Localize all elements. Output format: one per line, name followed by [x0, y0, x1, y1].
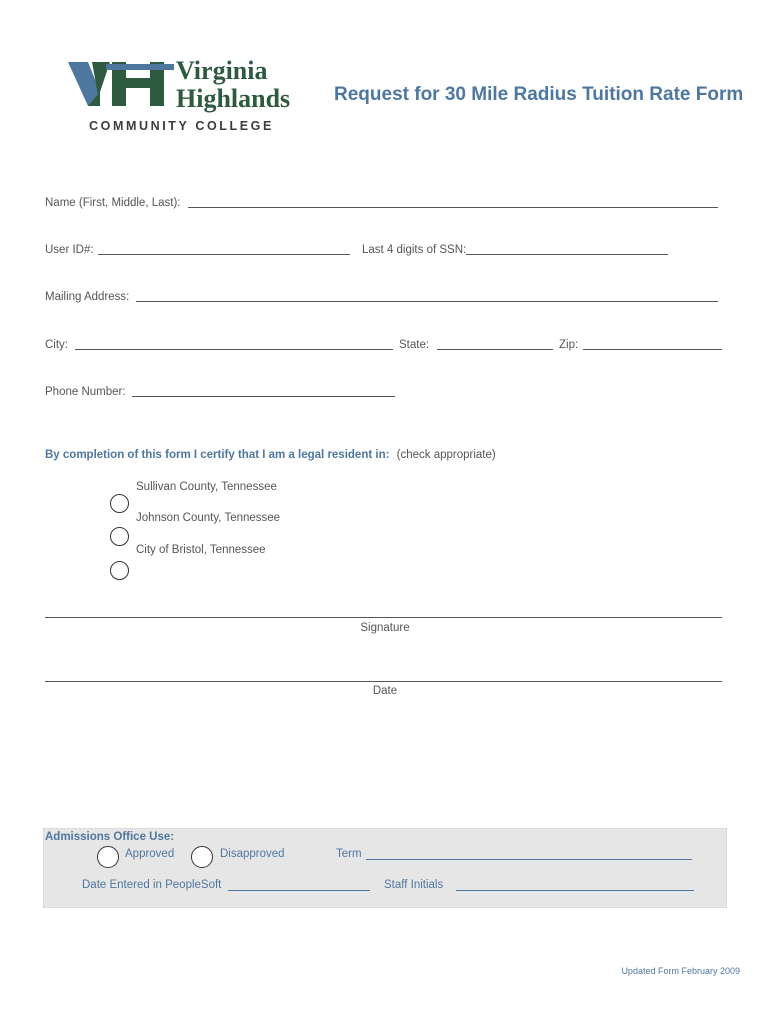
name-label: Name (First, Middle, Last): — [45, 197, 181, 209]
signature-label: Signature — [360, 622, 410, 634]
mailing-address-label: Mailing Address: — [45, 291, 130, 303]
city-field[interactable] — [75, 348, 393, 350]
radio-johnson[interactable] — [110, 527, 129, 546]
radio-disapproved[interactable] — [191, 846, 213, 868]
disapproved-label: Disapproved — [220, 848, 285, 860]
staff-initials-field[interactable] — [456, 889, 694, 891]
name-field[interactable] — [188, 206, 718, 208]
user-id-label: User ID#: — [45, 244, 94, 256]
residency-statement: By completion of this form I certify that I am a legal resident in: — [45, 449, 390, 461]
form-title: Request for 30 Mile Radius Tuition Rate Form — [334, 84, 744, 105]
staff-initials-label: Staff Initials — [384, 879, 444, 891]
state-field[interactable] — [437, 348, 553, 350]
phone-label: Phone Number: — [45, 386, 126, 398]
approved-label: Approved — [125, 848, 175, 860]
phone-field[interactable] — [132, 395, 395, 397]
date-field[interactable] — [45, 681, 722, 682]
zip-label: Zip: — [559, 339, 579, 351]
mailing-address-field[interactable] — [136, 300, 718, 302]
ssn-field[interactable] — [466, 253, 668, 255]
vh-logo-mark-icon — [66, 58, 174, 110]
logo-word-virginia: Virginia — [176, 56, 268, 85]
logo-word-highlands: Highlands — [176, 84, 291, 113]
college-logo — [66, 56, 306, 136]
date-entered-label: Date Entered in PeopleSoft — [82, 879, 222, 891]
signature-field[interactable] — [45, 617, 722, 618]
radio-sullivan[interactable] — [110, 494, 129, 513]
option-johnson-label: Johnson County, Tennessee — [136, 512, 281, 524]
option-sullivan-label: Sullivan County, Tennessee — [136, 481, 277, 493]
zip-field[interactable] — [583, 348, 722, 350]
date-label: Date — [372, 685, 398, 697]
term-field[interactable] — [366, 858, 692, 860]
residency-note: (check appropriate) — [396, 449, 496, 461]
option-bristol-label: City of Bristol, Tennessee — [136, 544, 266, 556]
date-entered-field[interactable] — [228, 889, 370, 891]
user-id-field[interactable] — [98, 253, 350, 255]
logo-community-college: COMMUNITY COLLEGE — [89, 119, 274, 133]
residency-statement-row — [45, 449, 496, 461]
state-label: State: — [399, 339, 430, 351]
footer-updated: Updated Form February 2009 — [621, 966, 740, 976]
radio-bristol[interactable] — [110, 561, 129, 580]
ssn-label: Last 4 digits of SSN: — [362, 244, 467, 256]
city-label: City: — [45, 339, 68, 351]
radio-approved[interactable] — [97, 846, 119, 868]
term-label: Term — [336, 848, 362, 860]
office-title: Admissions Office Use: — [45, 831, 175, 843]
